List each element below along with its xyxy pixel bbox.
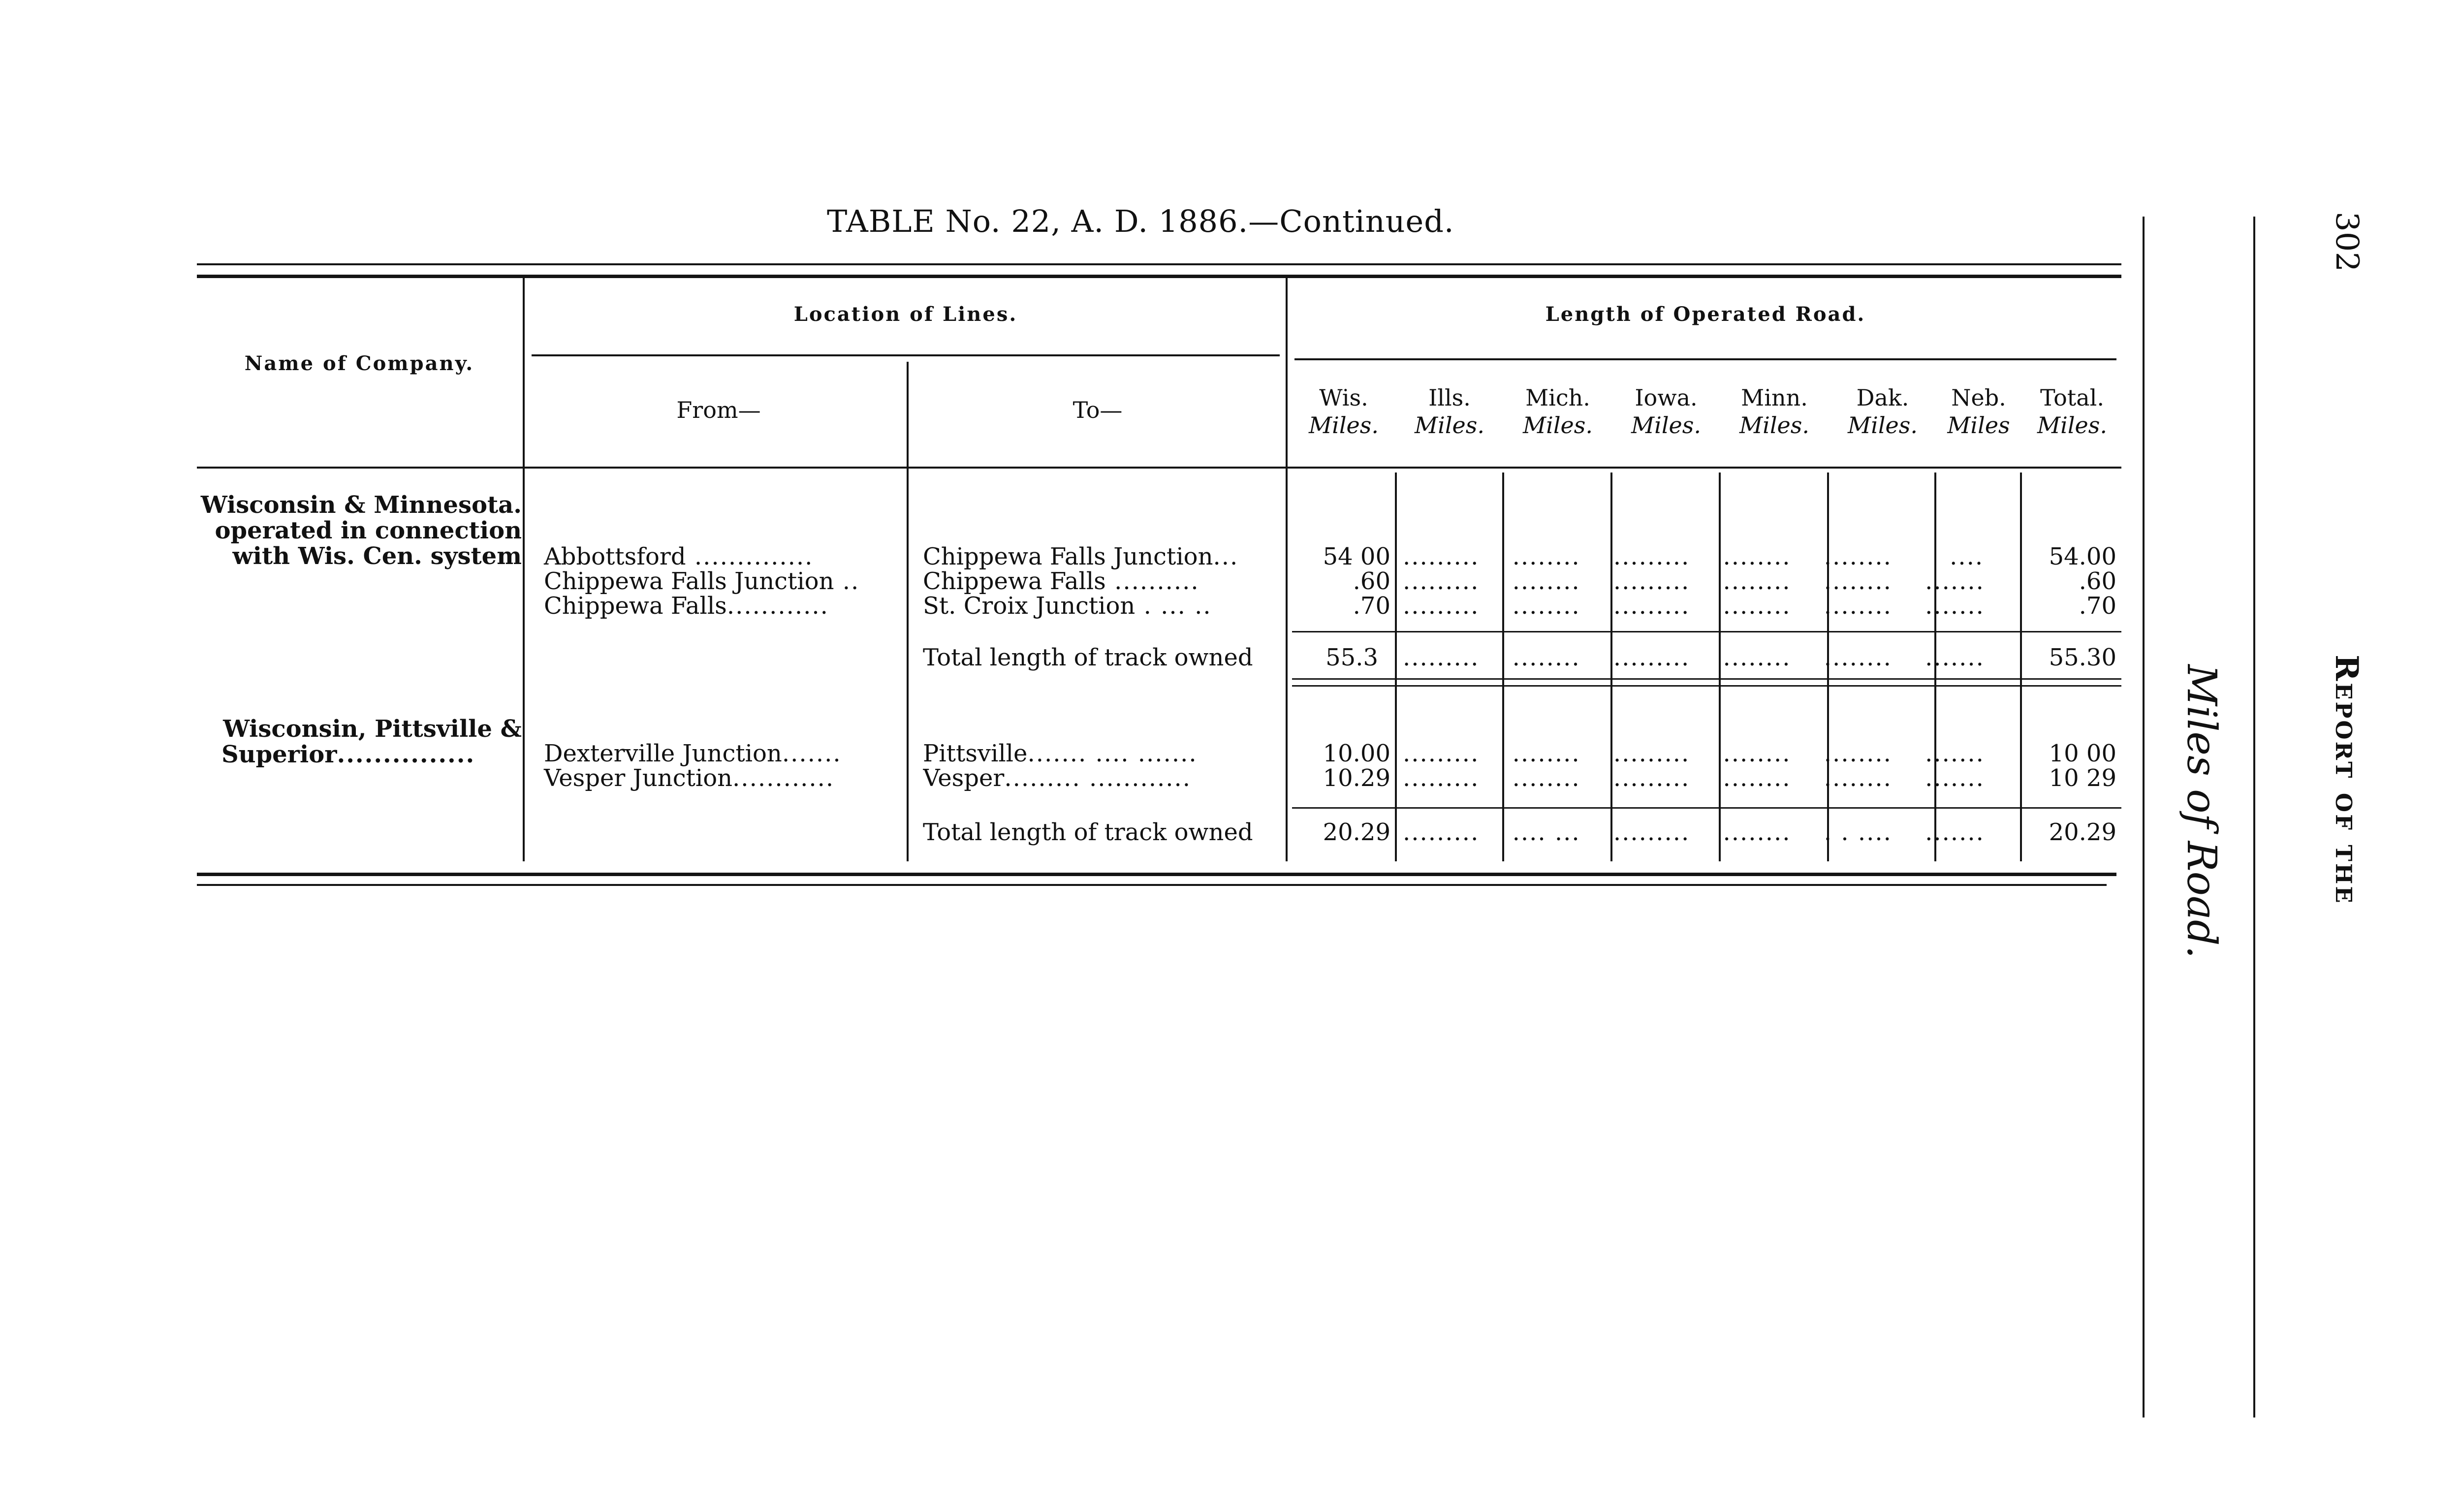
to-station [923, 741, 1285, 766]
from-station: Dexterville Junction [544, 740, 782, 767]
header-ills-name: Ills. [1428, 384, 1471, 411]
leader-dots: ............ [726, 592, 829, 620]
to-station-label: Chippewa Falls [923, 568, 1106, 594]
header-total-name: Total. [2040, 384, 2105, 411]
leader-dots: ....... .... ....... [1027, 741, 1198, 766]
leader-dots: .......... [1105, 568, 1199, 594]
to-station [923, 568, 1285, 594]
total-total-miles: 55.30 [2049, 644, 2116, 671]
total-length-label: Total length of track owned [923, 819, 1253, 846]
wis-miles: 10.00 [1323, 740, 1390, 767]
header-mich [1506, 384, 1609, 439]
wis-miles: .70 [1353, 592, 1390, 620]
total-length-label: Total length of track owned [923, 644, 1253, 671]
header-dak-name: Dak. [1856, 384, 1909, 411]
section-rule [1292, 685, 2121, 687]
total-total-miles: 20.29 [2049, 819, 2116, 846]
header-neb [1937, 384, 2020, 439]
empty-cells: ......... ........ ......... ........ ........ ....... [1403, 741, 1985, 766]
table-row [544, 568, 906, 594]
total-miles: .60 [2079, 567, 2116, 595]
table-row [544, 544, 906, 569]
company-2-name-line-1: Wisconsin, Pittsville & [223, 715, 522, 743]
col-rule-from [907, 362, 909, 861]
empty-cells: ......... ........ ......... ........ ........ ....... [1403, 593, 1985, 619]
from-station: Chippewa Falls [544, 592, 727, 620]
total-wis-miles: 20.29 [1323, 819, 1390, 846]
header-ills-unit: Miles. [1415, 412, 1484, 439]
header-total [2023, 384, 2121, 439]
wis-miles: .60 [1353, 567, 1390, 595]
header-minn-name: Minn. [1741, 384, 1808, 411]
empty-cells: ......... ........ ......... ........ ........ ....... [1403, 645, 1985, 670]
header-iowa-unit: Miles. [1631, 412, 1701, 439]
table-row [544, 741, 906, 766]
total-wis-miles: 55.3 [1325, 644, 1378, 671]
to-station [923, 593, 1285, 619]
header-iowa-name: Iowa. [1635, 384, 1698, 411]
total-miles: 54.00 [2049, 543, 2116, 570]
company-1-name-line-1: Wisconsin & Minnesota. [200, 491, 522, 519]
company-1-name-line-3: with Wis. Cen. system [232, 542, 522, 570]
table-row [544, 765, 906, 791]
to-station-label: Pittsville [923, 741, 1028, 766]
table-title: TABLE No. 22, A. D. 1886.—Continued. [827, 203, 1454, 239]
header-dak-unit: Miles. [1848, 412, 1918, 439]
header-name-of-company: Name of Company. [244, 352, 474, 375]
wis-miles: 54 00 [1323, 543, 1390, 570]
wis-miles: 10.29 [1323, 764, 1390, 792]
col-rule-company [523, 278, 525, 861]
header-dak [1831, 384, 1934, 439]
leader-dots: ............... [337, 741, 475, 768]
top-rule-thick [197, 275, 2121, 278]
col-rule-to [1286, 278, 1288, 861]
empty-cells: ......... ........ ......... ........ ........ ....... [1403, 568, 1985, 594]
empty-cells: ......... ........ ......... ........ ........ .... [1403, 544, 1984, 569]
leader-dots: .............. [686, 543, 814, 570]
subtotal-rule [1292, 631, 2121, 632]
to-station-label: Chippewa Falls Junction [923, 544, 1213, 569]
header-from: From— [676, 397, 761, 423]
total-miles: 10 29 [2049, 764, 2116, 792]
leader-dots: ............ [732, 764, 835, 792]
top-rule [197, 263, 2121, 265]
leader-dots: ....... [782, 740, 842, 767]
header-neb-name: Neb. [1951, 384, 2006, 411]
to-station-label: Vesper [923, 765, 1005, 791]
location-rule [532, 354, 1280, 356]
header-neb-unit: Miles [1947, 412, 2010, 439]
header-total-unit: Miles. [2037, 412, 2107, 439]
total-miles: 10 00 [2049, 740, 2116, 767]
header-mich-unit: Miles. [1523, 412, 1593, 439]
company-2-name-line-2-text: Superior [221, 741, 337, 768]
header-bottom-rule [197, 467, 2121, 469]
header-to: To— [1073, 397, 1123, 423]
header-wis [1292, 384, 1395, 439]
subtotal-rule [1292, 807, 2121, 809]
section-rule [1292, 678, 2121, 680]
total-miles: .70 [2079, 592, 2116, 620]
page-number: 302 [2329, 212, 2365, 272]
header-length-of-operated-road: Length of Operated Road. [1545, 303, 1866, 326]
leader-dots: ... [1213, 544, 1239, 569]
from-station: Abbottsford [544, 543, 686, 570]
margin-rule-inner [2143, 217, 2145, 1418]
col-rule-neb [2020, 472, 2022, 861]
header-iowa [1614, 384, 1718, 439]
leader-dots: . ... .. [1135, 593, 1212, 619]
company-2-name-line-2 [187, 742, 522, 767]
header-wis-unit: Miles. [1309, 412, 1379, 439]
side-section-title: Miles of Road. [2178, 664, 2225, 959]
company-1-name-line-2: operated in connection [215, 517, 522, 544]
bottom-rule [197, 884, 2107, 886]
col-rule-wis [1395, 472, 1397, 861]
header-minn [1723, 384, 1826, 439]
header-minn-unit: Miles. [1739, 412, 1809, 439]
leader-dots: .. [834, 567, 860, 595]
header-wis-name: Wis. [1319, 384, 1368, 411]
from-station: Vesper Junction [544, 764, 733, 792]
length-rule [1294, 358, 2116, 360]
empty-cells: ......... ........ ......... ........ ........ ....... [1403, 765, 1985, 791]
margin-rule-outer [2253, 217, 2255, 1418]
header-ills [1398, 384, 1501, 439]
side-running-head: Report of the [2328, 655, 2365, 905]
to-station [923, 544, 1285, 569]
bottom-rule-thick [197, 873, 2116, 876]
header-mich-name: Mich. [1525, 384, 1590, 411]
header-location-of-lines: Location of Lines. [793, 303, 1018, 326]
to-station [923, 765, 1285, 791]
company-2-name [187, 716, 522, 767]
leader-dots: ......... ............ [1004, 765, 1192, 791]
empty-cells: ......... .... ... ......... ........ . . .... ....... [1403, 819, 1985, 845]
from-station: Chippewa Falls Junction [544, 567, 834, 595]
to-station-label: St. Croix Junction [923, 593, 1136, 619]
table-row [544, 593, 906, 619]
company-1-name [187, 492, 522, 569]
